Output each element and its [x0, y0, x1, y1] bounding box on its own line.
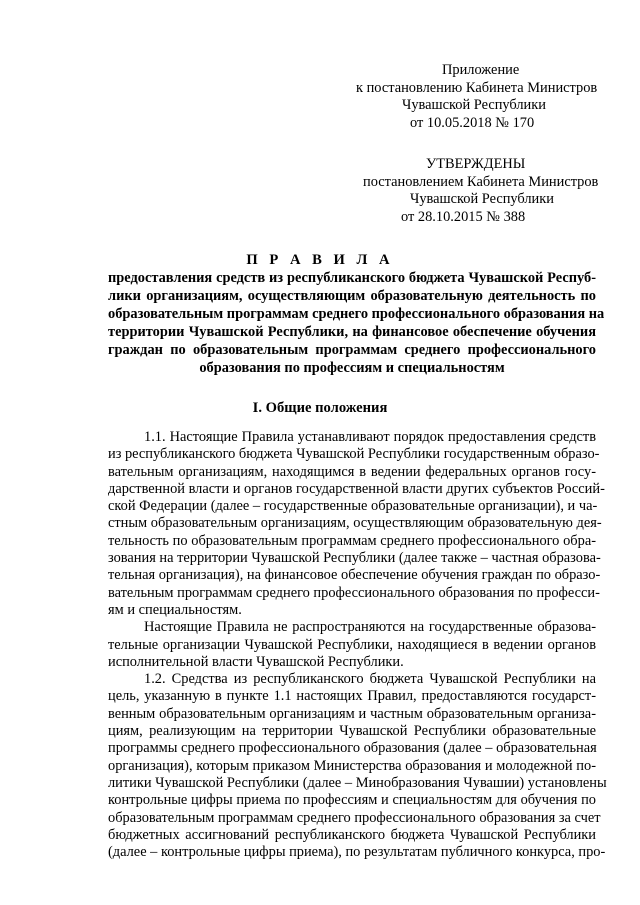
paragraph-line: Настоящие Правила не распространяются на государственные образова-	[144, 619, 596, 636]
paragraph-line: 1.2. Средства из республиканского бюджета Чувашской Республики на	[144, 671, 596, 688]
approved-heading: УТВЕРЖДЕНЫ	[426, 156, 526, 172]
paragraph-line: исполнительной власти Чувашской Республики.	[108, 653, 404, 670]
paragraph-line: тельная организация), на финансовое обеспечение обучения граждан по образо-	[108, 567, 601, 584]
approved-reference: постановлением Кабинета Министров	[363, 173, 599, 190]
appendix-reference: к постановлению Кабинета Министров	[356, 79, 598, 96]
paragraph-line: ской Федерации (далее – государственные образовательные организации), и ча-	[108, 498, 598, 515]
paragraph-line: литики Чувашской Республики (далее – Минобразования Чувашии) установлены	[108, 774, 607, 791]
approved-date-number: от 28.10.2015 № 388	[401, 208, 526, 225]
subtitle-line: образования по профессиям и специальностям	[199, 360, 505, 376]
paragraph-line: венным образовательным организациям и частным образовательным организа-	[108, 705, 596, 722]
paragraph-line: из республиканского бюджета Чувашской Республики государственным образо-	[108, 446, 600, 463]
approval-stamp-block	[300, 156, 600, 226]
document-title: П Р А В И Л А	[246, 252, 394, 268]
paragraph-line: ям и специальностям.	[108, 601, 242, 618]
paragraph-line: (далее – контрольные цифры приема), по результатам публичного конкурса, про-	[108, 844, 606, 861]
subtitle-line: лики организациям, осуществляющим образовательную деятельность по	[108, 288, 596, 304]
paragraph-line: вательным организациям, находящимся в ведении федеральных органов госу-	[108, 463, 596, 480]
paragraph-line: организация), которым приказом Министерства образования и молодежной по-	[108, 757, 596, 774]
section-heading: I. Общие положения	[252, 400, 388, 416]
document-subtitle	[108, 269, 605, 377]
appendix-republic: Чувашской Республики	[402, 97, 546, 113]
paragraph-line: зования на территории Чувашской Республики (далее также – частная образова-	[108, 550, 601, 567]
paragraph-line: цель, указанную в пункте 1.1 настоящих Правил, предоставляются государст-	[108, 688, 596, 705]
paragraph-line: дарственной власти и органов государственной власти других субъектов Россий-	[108, 480, 605, 497]
subtitle-line: предоставления средств из республиканского бюджета Чувашской Респуб-	[108, 270, 596, 286]
paragraph-line: программы среднего профессионального образования (далее – образовательная	[108, 740, 597, 757]
subtitle-line: граждан по образовательным программам среднего профессионального	[108, 342, 596, 358]
subtitle-line: образовательным программам среднего профессионального образования на	[108, 306, 605, 322]
paragraph-line: контрольные цифры приема по профессиям и специальностям для обучения по	[108, 792, 596, 809]
appendix-title: Приложение	[442, 62, 520, 78]
paragraph-line: тельные организации Чувашской Республики, находящиеся в ведении органов	[108, 636, 596, 653]
approved-republic: Чувашской Республики	[410, 191, 554, 207]
paragraph-line: стным образовательным организациям, осуществляющим образовательную дея-	[108, 515, 602, 532]
paragraph-line: 1.1. Настоящие Правила устанавливают порядок предоставления средств	[144, 429, 596, 445]
paragraph-line: циям, реализующим на территории Чувашской Республики образовательные	[108, 723, 596, 740]
appendix-date-number: от 10.05.2018 № 170	[410, 114, 535, 131]
paragraph-line: вательным программам среднего профессионального образования по професси-	[108, 584, 600, 601]
subtitle-line: территории Чувашской Республики, на финансовое обеспечение обучения	[108, 324, 596, 340]
appendix-block	[300, 62, 600, 132]
paragraph-line: бюджетных ассигнований республиканского бюджета Чувашской Республики	[108, 826, 596, 843]
paragraph-line: образовательным программам среднего профессионального образования за счет	[108, 809, 601, 826]
paragraph-line: тельность по образовательным программам среднего профессионального обра-	[108, 532, 596, 549]
document-body	[108, 429, 607, 861]
